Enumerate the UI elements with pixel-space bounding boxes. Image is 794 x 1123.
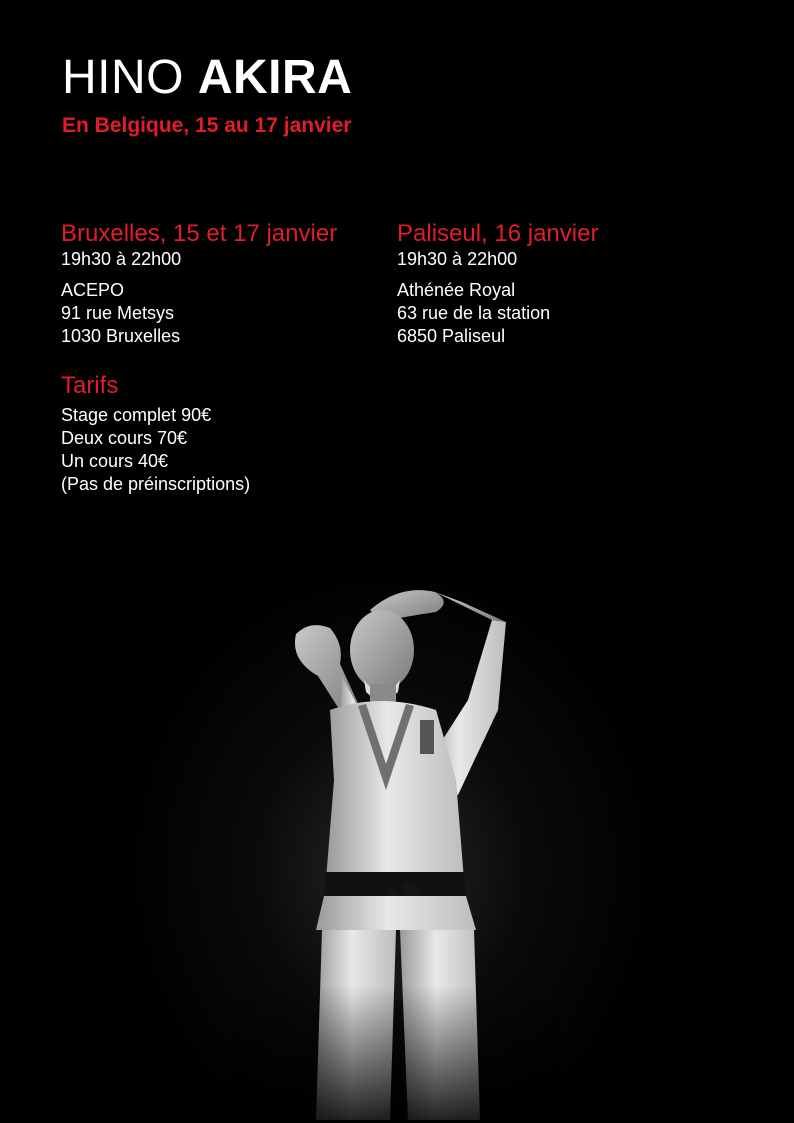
venue-time: 19h30 à 22h00: [397, 249, 518, 269]
title-first-name: HINO: [62, 51, 184, 104]
pricing-section: [61, 372, 250, 496]
price-note: (Pas de préinscriptions): [61, 474, 251, 494]
price-line: Un cours 40€: [61, 451, 169, 471]
venue-city: 6850 Paliseul: [397, 326, 506, 346]
venue-name: ACEPO: [61, 280, 125, 300]
title-last-name: AKIRA: [197, 51, 353, 104]
venue-city: 1030 Bruxelles: [61, 326, 181, 346]
venue-heading: Bruxelles, 15 et 17 janvier: [61, 220, 338, 247]
pricing-heading: Tarifs: [61, 372, 119, 399]
venue-street: 91 rue Metsys: [61, 303, 175, 323]
venue-street: 63 rue de la station: [397, 303, 551, 323]
page-subtitle: En Belgique, 15 au 17 janvier: [62, 114, 352, 137]
page-title: [62, 52, 352, 104]
price-line: Stage complet 90€: [61, 405, 212, 425]
venue-heading: Paliseul, 16 janvier: [397, 220, 599, 247]
venue-paliseul: [397, 220, 598, 348]
venue-bruxelles: [61, 220, 337, 348]
venue-name: Athénée Royal: [397, 280, 516, 300]
venue-time: 19h30 à 22h00: [61, 249, 182, 269]
price-line: Deux cours 70€: [61, 428, 188, 448]
karate-master-photo-icon: [230, 580, 560, 1120]
